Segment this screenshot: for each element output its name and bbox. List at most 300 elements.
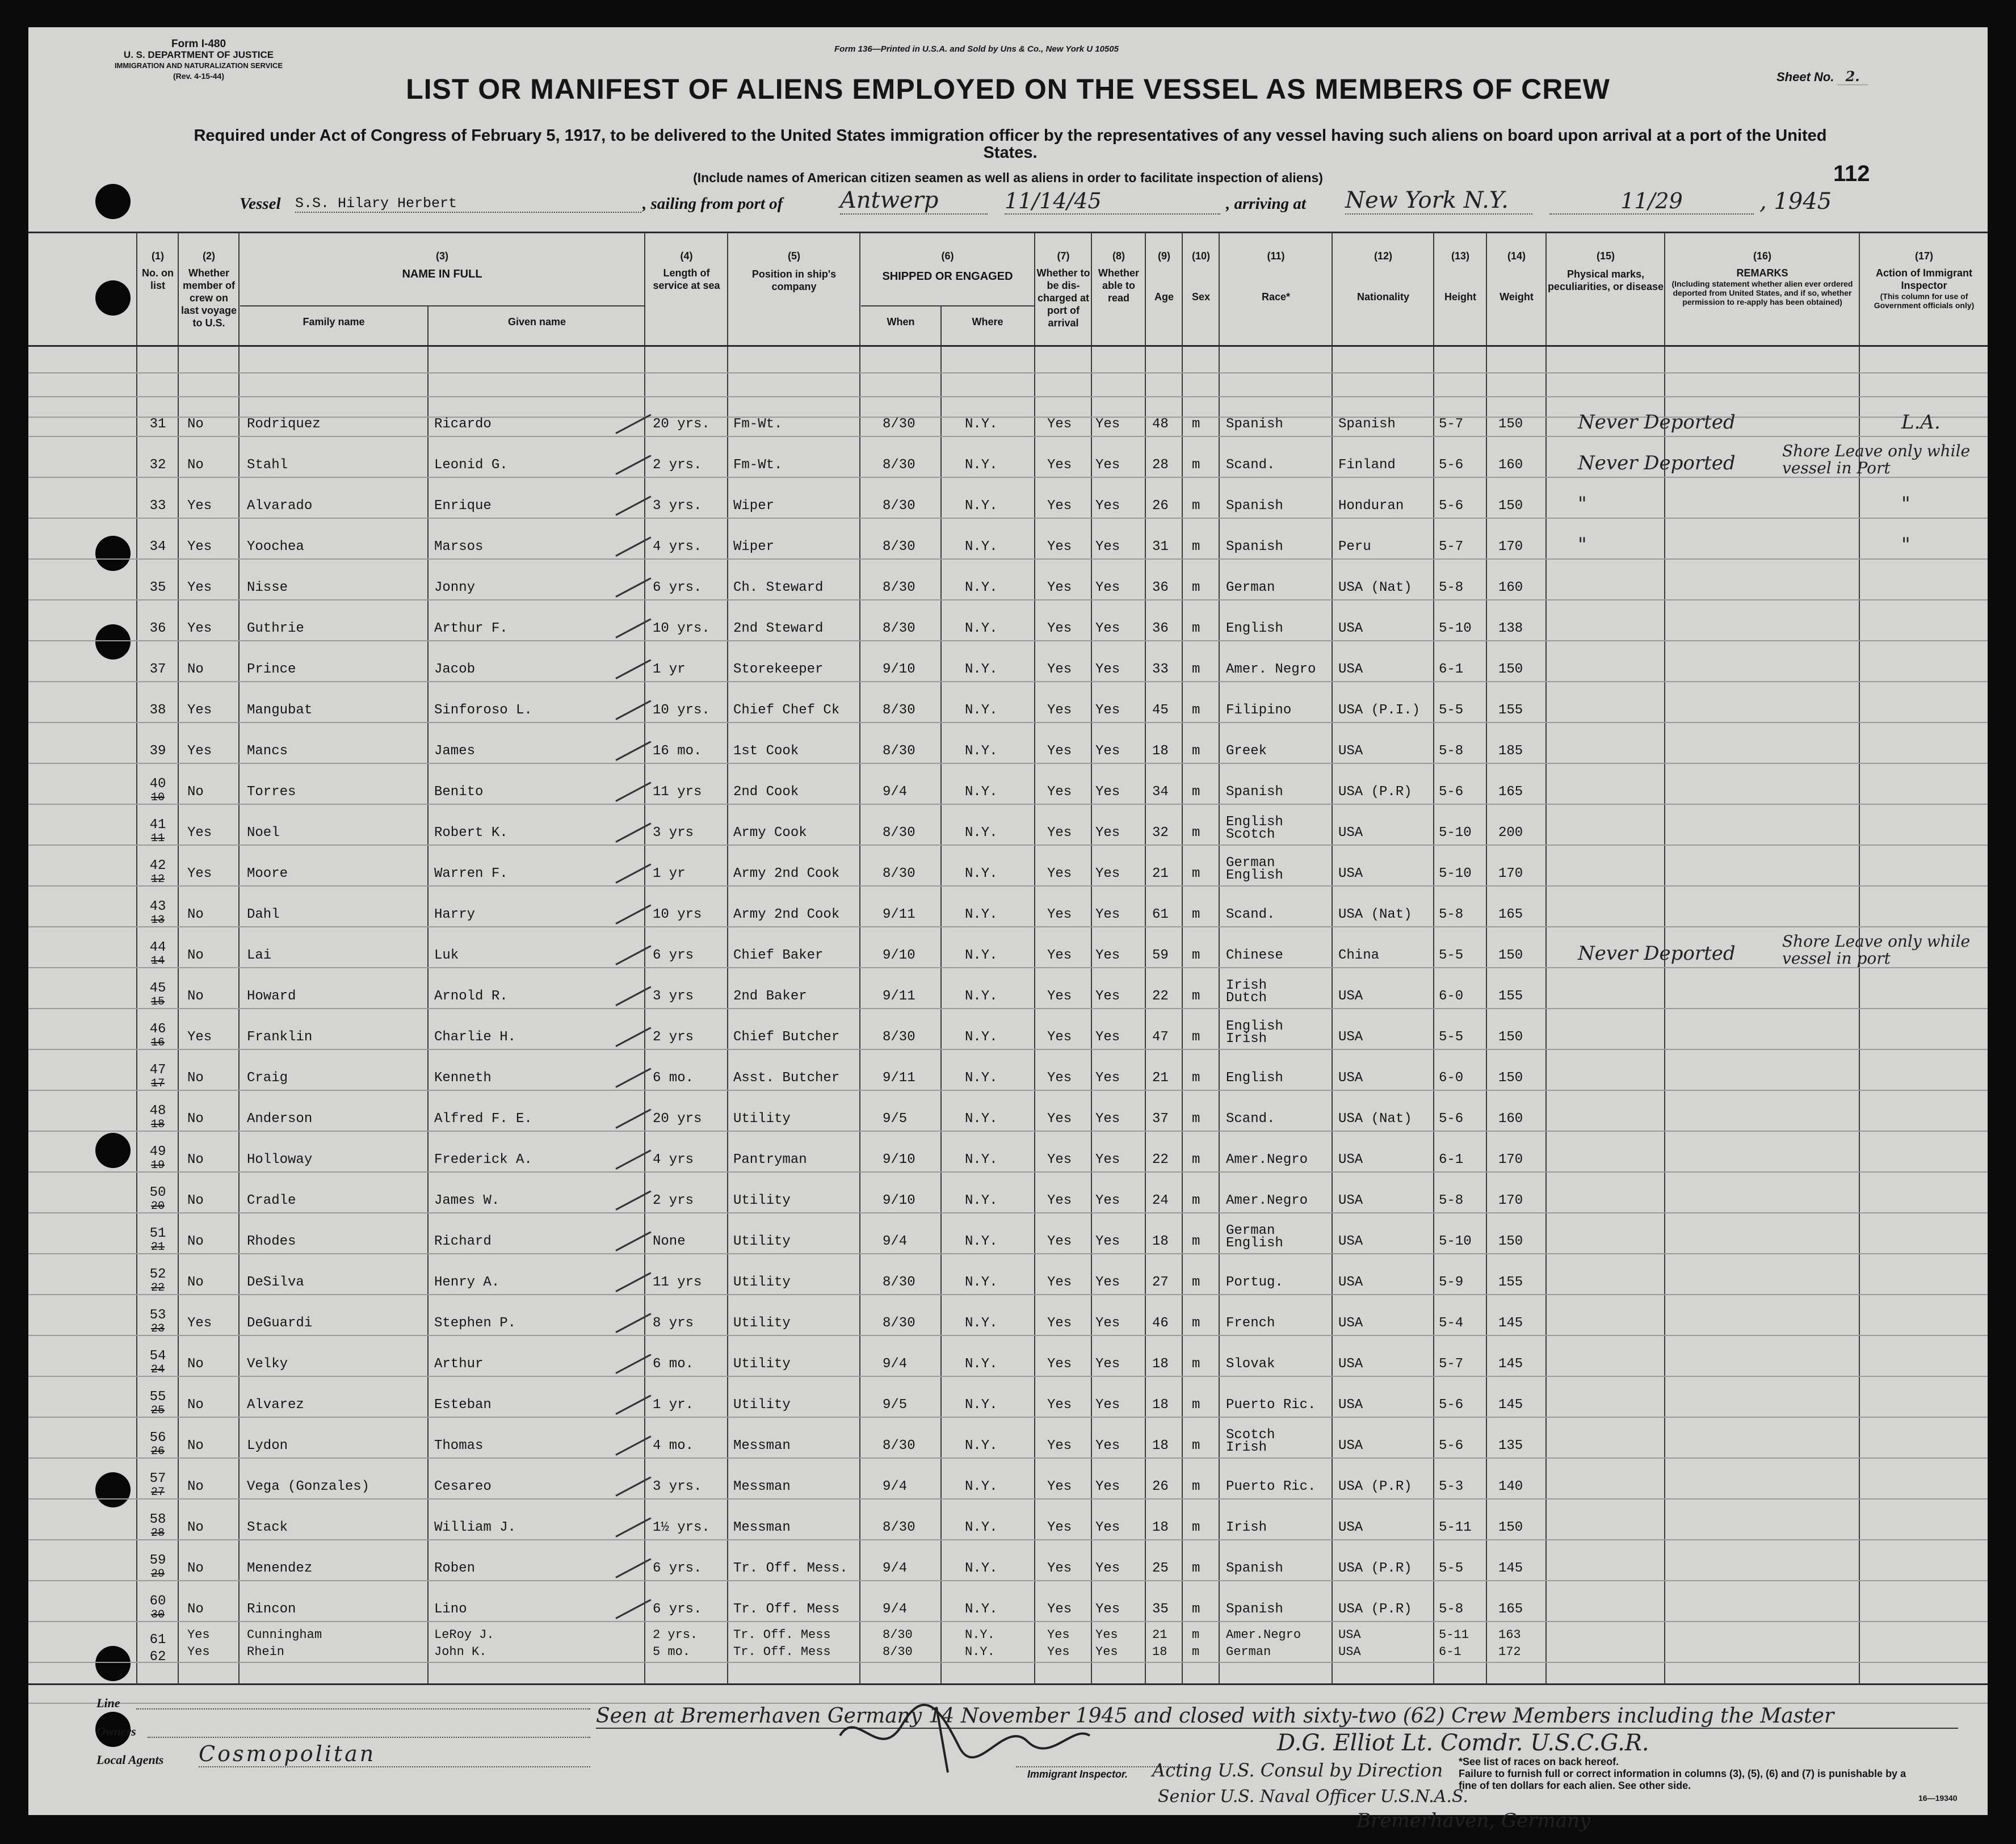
service-length-cell: 4 yrs <box>653 1152 694 1167</box>
race-cell: Spanish <box>1226 784 1283 800</box>
consul-note: Acting U.S. Consul by Direction <box>1152 1759 1443 1781</box>
list-number-cell: 53 <box>149 1308 166 1323</box>
weight-cell: 155 <box>1498 703 1523 718</box>
crew-last-voyage-cell: No <box>187 784 204 800</box>
col8-header <box>1093 250 1145 304</box>
agents-label <box>96 1753 163 1767</box>
family-name-cell: Stahl <box>247 457 288 473</box>
crew-last-voyage-cell: Yes <box>187 866 212 881</box>
height-cell: 5-10 <box>1439 621 1472 636</box>
shipped-when-cell: 8/30 <box>883 825 915 841</box>
service-length-cell: 2 yrs. <box>653 457 702 473</box>
family-name-cell: DeGuardi <box>247 1316 313 1331</box>
shipped-where-cell: N.Y. <box>965 1645 995 1659</box>
nationality-cell: USA <box>1338 1438 1363 1454</box>
race-cell: Spanish <box>1226 417 1283 432</box>
shipped-where-cell: N.Y. <box>965 539 998 555</box>
shipped-where-cell: N.Y. <box>965 1030 998 1045</box>
able-to-read-cell: Yes <box>1095 1070 1120 1086</box>
line-field <box>136 1708 590 1709</box>
family-name-cell: Velky <box>247 1356 288 1372</box>
struck-number-cell: 22 <box>150 1282 165 1295</box>
table-row <box>28 616 1988 650</box>
position-cell: Messman <box>733 1520 791 1535</box>
family-name-cell: Prince <box>247 662 296 677</box>
weight-cell: 165 <box>1498 784 1523 800</box>
manifest-subtitle: Required under Act of Congress of February 5, 1917, to be delivered to the United States immigration officer by the representatives of any vessel having such aliens on board upon arrival at a port of the United States. <box>194 127 1827 162</box>
height-cell: 5-10 <box>1439 825 1472 841</box>
owners-label-text: Owners <box>96 1724 136 1738</box>
crew-last-voyage-cell: Yes <box>187 703 212 718</box>
discharged-cell: Yes <box>1047 662 1072 677</box>
col11-num: (11) <box>1267 250 1285 262</box>
shipped-where-cell: N.Y. <box>965 1438 998 1454</box>
service-length-cell: 6 yrs. <box>653 1561 702 1576</box>
list-number-cell: 35 <box>149 580 166 595</box>
table-row <box>28 576 1988 610</box>
able-to-read-cell: Yes <box>1095 498 1120 514</box>
col17-header <box>1860 250 1988 310</box>
list-number-cell: 57 <box>149 1471 166 1486</box>
table-row <box>28 1185 1988 1223</box>
discharged-cell: Yes <box>1047 1070 1072 1086</box>
age-cell: 47 <box>1152 1030 1169 1045</box>
list-number-cell: 62 <box>149 1649 166 1665</box>
table-row <box>28 412 1988 446</box>
col9-header <box>1146 250 1182 303</box>
position-cell: Utility <box>733 1397 791 1413</box>
age-cell: 24 <box>1152 1193 1169 1208</box>
agents-label-text: Local Agents <box>96 1753 164 1767</box>
where-header: Where <box>972 316 1003 327</box>
age-cell: 18 <box>1152 1520 1169 1535</box>
nationality-cell: USA <box>1338 825 1363 841</box>
arriving-label: , arriving at <box>1226 195 1306 213</box>
age-cell: 36 <box>1152 580 1169 595</box>
table-row <box>28 494 1988 528</box>
height-cell: 5-8 <box>1439 744 1464 759</box>
discharged-cell: Yes <box>1047 580 1072 595</box>
position-cell: Utility <box>733 1275 791 1290</box>
family-name-cell: Rodriquez <box>247 417 321 432</box>
given-name-cell: Alfred F. E. <box>434 1111 532 1127</box>
check-mark <box>615 455 651 475</box>
height-cell: 6-1 <box>1439 1152 1464 1167</box>
family-name-cell: Alvarado <box>247 498 313 514</box>
service-length-cell: 6 yrs <box>653 948 694 963</box>
inspector-action-cell: L.A. <box>1901 411 1941 434</box>
able-to-read-cell: Yes <box>1095 1602 1120 1617</box>
crew-last-voyage-cell: No <box>187 1111 204 1127</box>
crew-last-voyage-cell: No <box>187 1275 204 1290</box>
position-cell: Ch. Steward <box>733 580 824 595</box>
col16-header <box>1666 250 1859 306</box>
check-mark <box>615 1394 651 1415</box>
list-number-cell: 34 <box>149 539 166 555</box>
shipped-where-cell: N.Y. <box>965 662 998 677</box>
sex-cell: m <box>1192 1275 1200 1290</box>
col1-title: No. on list <box>142 267 174 291</box>
position-cell: 2nd Baker <box>733 989 807 1004</box>
list-number-cell: 45 <box>149 981 166 996</box>
list-number-cell: 38 <box>149 703 166 718</box>
race-cell: German English <box>1226 855 1283 883</box>
position-cell: Fm-Wt. <box>733 417 783 432</box>
position-cell: Messman <box>733 1438 791 1454</box>
check-mark <box>615 536 651 557</box>
check-mark <box>615 1599 651 1619</box>
race-cell: Portug. <box>1226 1275 1283 1290</box>
family-name-cell: Menendez <box>247 1561 313 1576</box>
service-length-cell: 8 yrs <box>653 1316 694 1331</box>
position-cell: Utility <box>733 1193 791 1208</box>
nationality-cell: USA <box>1338 1520 1363 1535</box>
position-cell: Army 2nd Cook <box>733 907 840 922</box>
table-row <box>28 855 1988 896</box>
family-name-cell: Moore <box>247 866 288 881</box>
given-name-cell: Arnold R. <box>434 989 508 1004</box>
position-cell: Tr. Off. Mess <box>733 1628 831 1642</box>
age-cell: 35 <box>1152 1602 1169 1617</box>
service-length-cell: None <box>653 1234 686 1249</box>
family-name-cell: Anderson <box>247 1111 313 1127</box>
able-to-read-cell: Yes <box>1095 948 1120 963</box>
list-number-cell: 56 <box>149 1430 166 1446</box>
struck-number-cell: 17 <box>150 1077 165 1090</box>
struck-number-cell: 30 <box>150 1608 165 1622</box>
struck-number-cell: 27 <box>150 1486 165 1499</box>
remarks-cell: Shore Leave only while vessel in port <box>1782 932 1971 968</box>
place-note: Bremerhaven, Germany <box>1356 1809 1591 1832</box>
service-length-cell: 3 yrs. <box>653 1479 702 1494</box>
height-cell: 5-7 <box>1439 1356 1464 1372</box>
given-name-cell: LeRoy J. <box>434 1628 494 1642</box>
discharged-cell: Yes <box>1047 457 1072 473</box>
footnotes <box>1459 1756 1924 1792</box>
col16-num: (16) <box>1753 250 1771 262</box>
shipped-when-cell: 8/30 <box>883 1275 915 1290</box>
struck-number-cell: 25 <box>150 1404 165 1417</box>
crew-last-voyage-cell: No <box>187 907 204 922</box>
family-name-cell: Lai <box>247 948 272 963</box>
able-to-read-cell: Yes <box>1095 907 1120 922</box>
list-number-cell: 32 <box>149 457 166 473</box>
col13-header <box>1435 250 1486 303</box>
shipped-when-cell: 9/5 <box>883 1111 908 1127</box>
shipped-where-cell: N.Y. <box>965 1111 998 1127</box>
col10-title: Sex <box>1191 291 1211 303</box>
discharged-cell: Yes <box>1047 825 1072 841</box>
col4-num: (4) <box>680 250 693 262</box>
remarks-cell: Shore Leave only while vessel in Port <box>1782 442 1971 477</box>
service-length-cell: 10 yrs. <box>653 703 710 718</box>
nationality-cell: USA <box>1338 1234 1363 1249</box>
age-cell: 18 <box>1152 744 1169 759</box>
check-mark <box>615 414 651 434</box>
given-name-cell: Benito <box>434 784 484 800</box>
sex-cell: m <box>1192 784 1200 800</box>
struck-number-cell: 11 <box>150 832 165 845</box>
service-length-cell: 3 yrs <box>653 825 694 841</box>
age-cell: 31 <box>1152 539 1169 555</box>
table-row <box>28 1645 1988 1679</box>
physical-marks-cell: " <box>1578 534 1587 556</box>
discharged-cell: Yes <box>1047 703 1072 718</box>
race-cell: Filipino <box>1226 703 1292 718</box>
check-mark <box>615 1027 651 1047</box>
sheet-value: 2. <box>1838 68 1868 85</box>
col15-num: (15) <box>1596 250 1615 262</box>
height-cell: 5-6 <box>1439 1111 1464 1127</box>
col1-num: (1) <box>152 250 164 262</box>
able-to-read-cell: Yes <box>1095 784 1120 800</box>
race-cell: English Scotch <box>1226 814 1283 842</box>
col3-num: (3) <box>436 250 448 262</box>
weight-cell: 138 <box>1498 621 1523 636</box>
shipped-when-cell: 9/10 <box>883 662 915 677</box>
race-cell: Amer.Negro <box>1226 1152 1308 1167</box>
list-number-cell: 61 <box>149 1632 166 1648</box>
nationality-cell: USA <box>1338 1152 1363 1167</box>
position-cell: Chief Butcher <box>733 1030 840 1045</box>
agents-value: Cosmopolitan <box>199 1741 590 1767</box>
list-number-cell: 42 <box>149 858 166 873</box>
crew-last-voyage-cell: No <box>187 1479 204 1494</box>
manifest-title: LIST OR MANIFEST OF ALIENS EMPLOYED ON THE VESSEL AS MEMBERS OF CREW <box>406 73 1610 105</box>
family-name-cell: Noel <box>247 825 280 841</box>
discharged-cell: Yes <box>1047 784 1072 800</box>
nationality-cell: USA <box>1338 866 1363 881</box>
given-name-cell: Jonny <box>434 580 476 595</box>
given-name-cell: Harry <box>434 907 476 922</box>
col5-title: Position in ship's company <box>751 268 837 292</box>
check-mark <box>615 577 651 598</box>
family-name-cell: Rincon <box>247 1602 296 1617</box>
sex-cell: m <box>1192 1561 1200 1576</box>
crew-last-voyage-cell: No <box>187 417 204 432</box>
age-cell: 21 <box>1152 866 1169 881</box>
given-name-cell: Sinforoso L. <box>434 703 532 718</box>
able-to-read-cell: Yes <box>1095 1628 1118 1642</box>
service-length-cell: 2 yrs <box>653 1193 694 1208</box>
list-number-cell: 48 <box>149 1103 166 1119</box>
sailing-label: , sailing from port of <box>642 195 783 213</box>
struck-number-cell: 26 <box>150 1445 165 1458</box>
physical-marks-cell: Never Deported <box>1578 411 1736 434</box>
able-to-read-cell: Yes <box>1095 1356 1120 1372</box>
able-to-read-cell: Yes <box>1095 417 1120 432</box>
height-cell: 5-7 <box>1439 539 1464 555</box>
list-number-cell: 31 <box>149 417 166 432</box>
given-name-cell: Ricardo <box>434 417 492 432</box>
sex-cell: m <box>1192 662 1200 677</box>
nationality-cell: USA <box>1338 662 1363 677</box>
check-mark <box>615 904 651 925</box>
height-cell: 5-9 <box>1439 1275 1464 1290</box>
shipped-when-cell: 9/11 <box>883 907 915 922</box>
discharged-cell: Yes <box>1047 1030 1072 1045</box>
nationality-cell: China <box>1338 948 1380 963</box>
family-name-cell: Holloway <box>247 1152 313 1167</box>
list-number-cell: 43 <box>149 899 166 914</box>
race-cell: German English <box>1226 1223 1283 1251</box>
sex-cell: m <box>1192 1316 1200 1331</box>
check-mark <box>615 782 651 802</box>
race-cell: Puerto Ric. <box>1226 1397 1316 1413</box>
age-cell: 18 <box>1152 1438 1169 1454</box>
col9-title: Age <box>1154 291 1174 303</box>
height-cell: 5-11 <box>1439 1628 1469 1642</box>
shipped-when-cell: 9/4 <box>883 1561 908 1576</box>
table-row <box>28 1349 1988 1386</box>
sex-cell: m <box>1192 744 1200 759</box>
given-name-cell: Cesareo <box>434 1479 492 1494</box>
nationality-cell: USA <box>1338 1193 1363 1208</box>
race-cell: Spanish <box>1226 1602 1283 1617</box>
shipped-when-cell: 8/30 <box>883 621 915 636</box>
row-rule <box>28 372 1988 373</box>
check-mark <box>615 1517 651 1538</box>
line-label-text: Line <box>96 1696 120 1710</box>
sex-cell: m <box>1192 1645 1200 1659</box>
weight-cell: 150 <box>1498 948 1523 963</box>
sex-cell: m <box>1192 417 1200 432</box>
shipped-where-cell: N.Y. <box>965 784 998 800</box>
shipped-when-cell: 9/4 <box>883 1356 908 1372</box>
race-cell: Scotch Irish <box>1226 1427 1275 1455</box>
weight-cell: 170 <box>1498 1193 1523 1208</box>
crew-last-voyage-cell: No <box>187 457 204 473</box>
table-row <box>28 1019 1988 1059</box>
weight-cell: 150 <box>1498 662 1523 677</box>
struck-number-cell: 13 <box>150 914 165 927</box>
shipped-when-cell: 8/30 <box>883 1628 913 1642</box>
age-cell: 59 <box>1152 948 1169 963</box>
col11-title: Race* <box>1261 291 1291 303</box>
check-mark <box>615 1354 651 1374</box>
height-cell: 6-0 <box>1439 989 1464 1004</box>
service-length-cell: 20 yrs. <box>653 417 710 432</box>
crew-last-voyage-cell: Yes <box>187 825 212 841</box>
discharged-cell: Yes <box>1047 1520 1072 1535</box>
sailing-port: Antwerp <box>840 187 988 215</box>
family-name-cell: Rhein <box>247 1645 285 1659</box>
table-row <box>28 1267 1988 1304</box>
height-cell: 5-6 <box>1439 498 1464 514</box>
family-name-cell: Cunningham <box>247 1628 322 1642</box>
col6-title: SHIPPED OR ENGAGED <box>882 270 1013 283</box>
nationality-cell: USA <box>1338 989 1363 1004</box>
list-number-cell: 59 <box>149 1553 166 1568</box>
table-row <box>28 1389 1988 1427</box>
nationality-cell: Spanish <box>1338 417 1396 432</box>
check-mark <box>615 1272 651 1292</box>
shipped-when-cell: 8/30 <box>883 580 915 595</box>
weight-cell: 150 <box>1498 498 1523 514</box>
service-length-cell: 6 yrs. <box>653 580 702 595</box>
sex-cell: m <box>1192 580 1200 595</box>
weight-cell: 155 <box>1498 1275 1523 1290</box>
service-length-cell: 3 yrs. <box>653 498 702 514</box>
race-cell: Slovak <box>1226 1356 1275 1372</box>
age-cell: 34 <box>1152 784 1169 800</box>
family-name-cell: Franklin <box>247 1030 313 1045</box>
nationality-cell: USA (P.R) <box>1338 1479 1412 1494</box>
shipped-when-cell: 9/10 <box>883 1193 915 1208</box>
age-cell: 37 <box>1152 1111 1169 1127</box>
age-cell: 27 <box>1152 1275 1169 1290</box>
col13-title: Height <box>1444 291 1476 303</box>
table-row <box>28 1223 1988 1263</box>
given-name-cell: Robert K. <box>434 825 508 841</box>
table-row <box>28 899 1988 936</box>
height-cell: 5-3 <box>1439 1479 1464 1494</box>
discharged-cell: Yes <box>1047 621 1072 636</box>
able-to-read-cell: Yes <box>1095 1520 1120 1535</box>
age-cell: 18 <box>1152 1645 1167 1659</box>
weight-cell: 200 <box>1498 825 1523 841</box>
list-number-cell: 50 <box>149 1185 166 1200</box>
crew-last-voyage-cell: Yes <box>187 1628 210 1642</box>
service-length-cell: 4 mo. <box>653 1438 694 1454</box>
arriving-year: , 1945 <box>1759 188 1832 215</box>
service-length-cell: 10 yrs <box>653 907 702 922</box>
check-mark <box>615 1190 651 1211</box>
shipped-when-cell: 8/30 <box>883 744 915 759</box>
officer-signature: D.G. Elliot Lt. Comdr. U.S.C.G.R. <box>1277 1730 1649 1756</box>
able-to-read-cell: Yes <box>1095 1316 1120 1331</box>
col2-title: Whether member of crew on last voyage to U.S. <box>180 267 237 329</box>
weight-cell: 160 <box>1498 580 1523 595</box>
service-length-cell: 1 yr. <box>653 1397 694 1413</box>
given-name-cell: Leonid G. <box>434 457 508 473</box>
crew-last-voyage-cell: No <box>187 948 204 963</box>
discharged-cell: Yes <box>1047 498 1072 514</box>
nationality-cell: USA <box>1338 1316 1363 1331</box>
discharged-cell: Yes <box>1047 1602 1072 1617</box>
able-to-read-cell: Yes <box>1095 825 1120 841</box>
race-cell: German <box>1226 580 1275 595</box>
struck-number-cell: 21 <box>150 1241 165 1254</box>
age-cell: 45 <box>1152 703 1169 718</box>
struck-number-cell: 20 <box>150 1200 165 1213</box>
sex-cell: m <box>1192 1602 1200 1617</box>
given-name-cell: James <box>434 744 476 759</box>
weight-cell: 165 <box>1498 1602 1523 1617</box>
given-name-cell: Warren F. <box>434 866 508 881</box>
given-name-cell: Esteban <box>434 1397 492 1413</box>
height-cell: 5-5 <box>1439 703 1464 718</box>
row-rule <box>28 396 1988 397</box>
sailing-date: 11/14/45 <box>1005 188 1220 215</box>
age-cell: 18 <box>1152 1397 1169 1413</box>
table-row <box>28 1471 1988 1509</box>
check-mark <box>615 1068 651 1088</box>
race-cell: Spanish <box>1226 498 1283 514</box>
able-to-read-cell: Yes <box>1095 1030 1120 1045</box>
col6-header <box>861 250 1034 283</box>
col11-header <box>1220 250 1332 303</box>
position-cell: Army Cook <box>733 825 807 841</box>
col14-num: (14) <box>1507 250 1526 262</box>
sheet-label: Sheet No. <box>1776 70 1834 84</box>
position-cell: Chief Baker <box>733 948 824 963</box>
col17-title: Action of Immigrant Inspector <box>1876 267 1972 291</box>
col15-title: Physical marks, peculiarities, or disease <box>1547 268 1664 292</box>
race-cell: Amer. Negro <box>1226 662 1316 677</box>
nationality-cell: USA <box>1338 1628 1361 1642</box>
family-name-cell: Yoochea <box>247 539 304 555</box>
